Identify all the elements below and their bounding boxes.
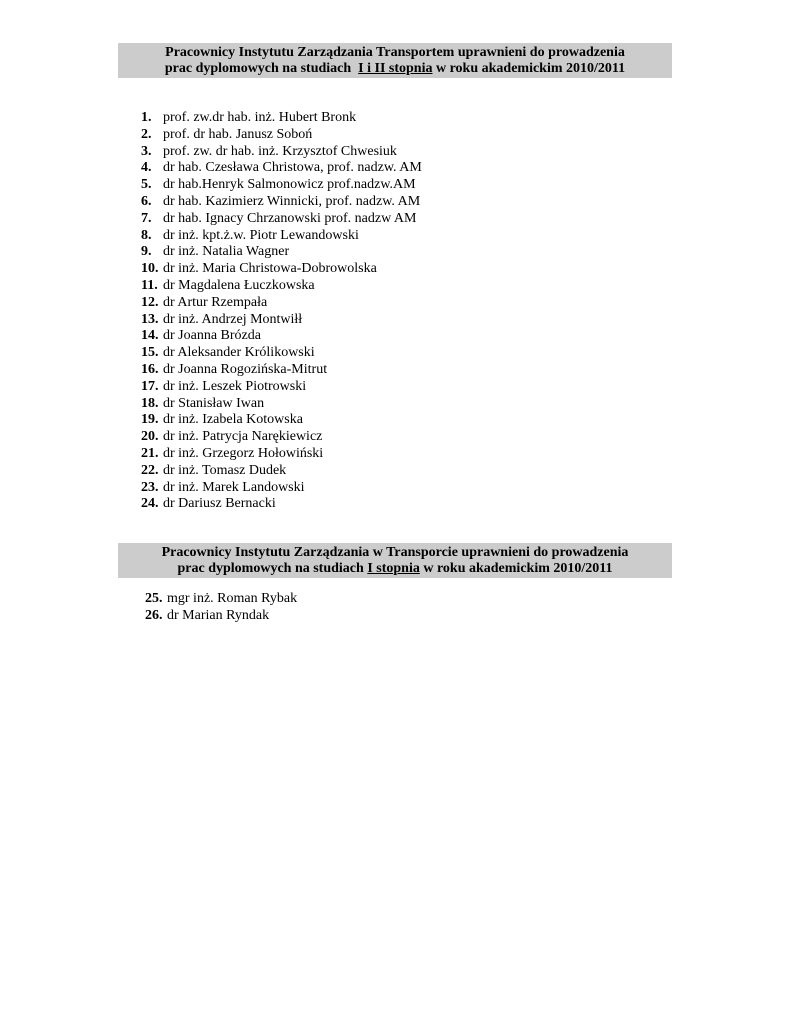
section1-header-line2 [118,61,672,77]
list-item-number: 22. [141,462,159,478]
list-item-number: 3. [141,143,152,159]
section2-staff-list [145,591,297,625]
list-item-number: 14. [141,328,159,344]
list-item-name: prof. zw. dr hab. inż. Krzysztof Chwesiuk [163,143,397,159]
list-item-number: 26. [145,607,163,623]
list-item-name: dr inż. Tomasz Dudek [163,462,287,478]
list-item-number: 17. [141,378,159,394]
list-item-name: dr inż. Marek Landowski [163,479,305,495]
list-item-name: dr inż. Grzegorz Hołowiński [163,445,324,461]
list-item-name: dr Aleksander Królikowski [163,345,315,361]
section2-degree-level: I stopnia [367,561,420,576]
list-item-number: 19. [141,412,159,428]
list-item [141,127,422,144]
list-item-name: dr inż. Natalia Wagner [163,244,290,260]
list-item-name: dr Magdalena Łuczkowska [163,277,315,293]
list-item-name: dr hab.Henryk Salmonowicz prof.nadzw.AM [163,177,416,193]
list-item [141,496,422,513]
list-item [141,177,422,194]
list-item-name: dr inż. Izabela Kotowska [163,412,303,428]
list-item [145,591,297,608]
section2-header-line1: Pracownicy Instytutu Zarządzania w Transporcie uprawnieni do prowadzenia [161,545,629,560]
list-item [141,160,422,177]
list-item [141,379,422,396]
list-item-number: 23. [141,479,159,495]
list-item-number: 15. [141,345,159,361]
list-item-number: 7. [141,210,152,226]
list-item [141,429,422,446]
list-item [141,328,422,345]
list-item [141,463,422,480]
list-item-number: 4. [141,160,152,176]
list-item [141,396,422,413]
list-item-number: 13. [141,311,159,327]
list-item [141,446,422,463]
list-item [141,312,422,329]
list-item-name: dr hab. Czesława Christowa, prof. nadzw. AM [163,160,422,176]
list-item-number: 16. [141,361,159,377]
list-item-name: dr Joanna Rogozińska-Mitrut [163,361,328,377]
list-item-number: 10. [141,261,159,277]
list-item-number: 1. [141,110,152,125]
list-item [141,194,422,211]
list-item [141,362,422,379]
list-item [141,110,422,127]
section2-header [118,543,672,578]
section1-header-line2-suffix: w roku akademickim 2010/2011 [435,61,626,76]
list-item-number: 12. [141,294,159,310]
list-item-number: 18. [141,395,159,411]
list-item-number: 20. [141,429,159,445]
section1-degree-level: I i II stopnia [358,61,433,76]
list-item-number: 6. [141,193,152,209]
section2-header-line2 [118,561,672,577]
list-item-number: 25. [145,591,163,606]
list-item [141,211,422,228]
list-item-name: dr Artur Rzempała [163,294,268,310]
list-item-number: 21. [141,445,159,461]
list-item [141,345,422,362]
list-item-name: dr inż. Patrycja Narękiewicz [163,429,323,445]
list-item-name: prof. dr hab. Janusz Soboń [163,126,313,142]
list-item-name: dr inż. kpt.ż.w. Piotr Lewandowski [163,227,359,243]
section1-header-line2-prefix: prac dyplomowych na studiach [164,61,352,76]
section1-staff-list [141,110,422,513]
list-item-number: 5. [141,177,152,193]
section2-header-line2-suffix: w roku akademickim 2010/2011 [423,561,613,576]
list-item-name: mgr inż. Roman Rybak [167,591,298,606]
list-item-name: dr Marian Ryndak [167,607,270,623]
list-item-name: dr hab. Kazimierz Winnicki, prof. nadzw. AM [163,193,421,209]
list-item-name: dr Dariusz Bernacki [163,496,276,512]
list-item [141,244,422,261]
list-item-number: 2. [141,126,152,142]
list-item-number: 8. [141,227,152,243]
list-item-name: dr inż. Maria Christowa-Dobrowolska [163,261,377,277]
list-item-name: dr inż. Andrzej Montwiłł [163,311,303,327]
list-item [145,608,297,625]
list-item [141,278,422,295]
section2-header-line2-prefix: prac dyplomowych na studiach [177,561,364,576]
section1-header [118,43,672,78]
list-item-number: 11. [141,277,158,293]
list-item [141,228,422,245]
section1-header-line1: Pracownicy Instytutu Zarządzania Transportem uprawnieni do prowadzenia [165,45,625,60]
list-item-name: dr Stanisław Iwan [163,395,265,411]
list-item-name: dr hab. Ignacy Chrzanowski prof. nadzw AM [163,210,417,226]
list-item-name: prof. zw.dr hab. inż. Hubert Bronk [163,110,357,125]
list-item-name: dr inż. Leszek Piotrowski [163,378,307,394]
list-item [141,144,422,161]
list-item-number: 9. [141,244,152,260]
list-item [141,261,422,278]
list-item-number: 24. [141,496,159,512]
list-item [141,412,422,429]
list-item [141,295,422,312]
list-item [141,480,422,497]
list-item-name: dr Joanna Brózda [163,328,261,344]
